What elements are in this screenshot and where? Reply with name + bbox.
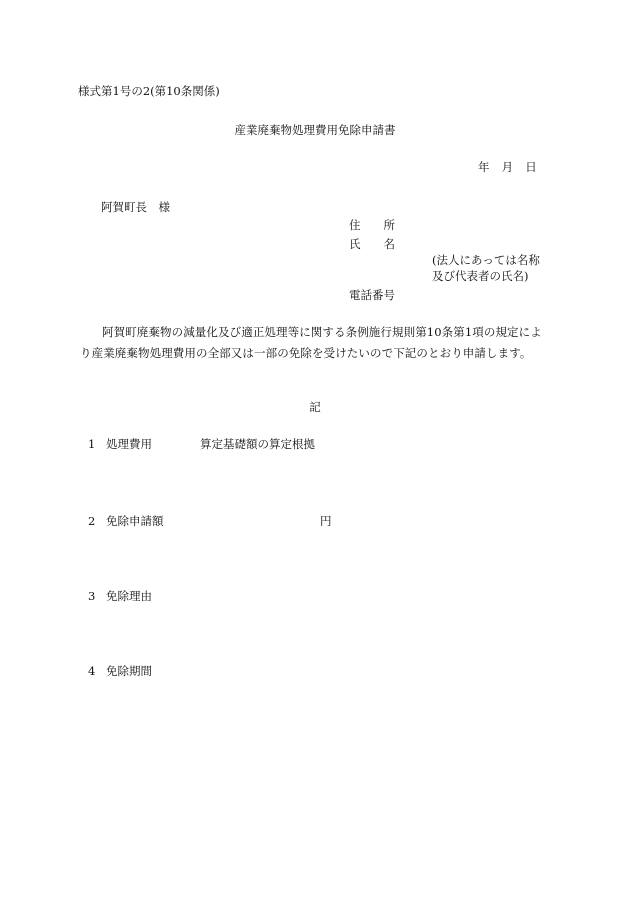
- document-title: 産業廃棄物処理費用免除申請書: [234, 123, 396, 137]
- item-label-processing-fee: 処理費用: [106, 437, 152, 451]
- address-label: 住 所: [349, 218, 395, 232]
- date-line: 年 月 日: [478, 160, 537, 174]
- addressee: 阿賀町長 様: [101, 200, 170, 214]
- application-statement: 阿賀町廃棄物の減量化及び適正処理等に関する条例施行規則第10条第1項の規定により産業廃棄物処理費用の全部又は一部の免除を受けたいので下記のとおり申請します。: [80, 325, 542, 360]
- item-label-exemption-reason: 免除理由: [106, 589, 152, 603]
- item-number: 1: [88, 437, 96, 451]
- name-label: 氏 名: [349, 237, 395, 251]
- item-number: 3: [88, 589, 96, 603]
- phone-label: 電話番号: [349, 288, 395, 302]
- item-label-exemption-amount: 免除申請額: [106, 514, 164, 528]
- item-label-exemption-period: 免除期間: [106, 664, 152, 678]
- corporation-note-line-2: 及び代表者の氏名): [432, 269, 529, 283]
- item-number: 4: [88, 664, 96, 678]
- corporation-note-line-1: (法人にあっては名称: [432, 253, 540, 267]
- yen-unit: 円: [320, 514, 332, 528]
- calculation-basis-label: 算定基礎額の算定根拠: [200, 437, 315, 451]
- item-number: 2: [88, 514, 96, 528]
- form-number: 様式第1号の2(第10条関係): [78, 84, 220, 98]
- ki-heading: 記: [309, 400, 321, 414]
